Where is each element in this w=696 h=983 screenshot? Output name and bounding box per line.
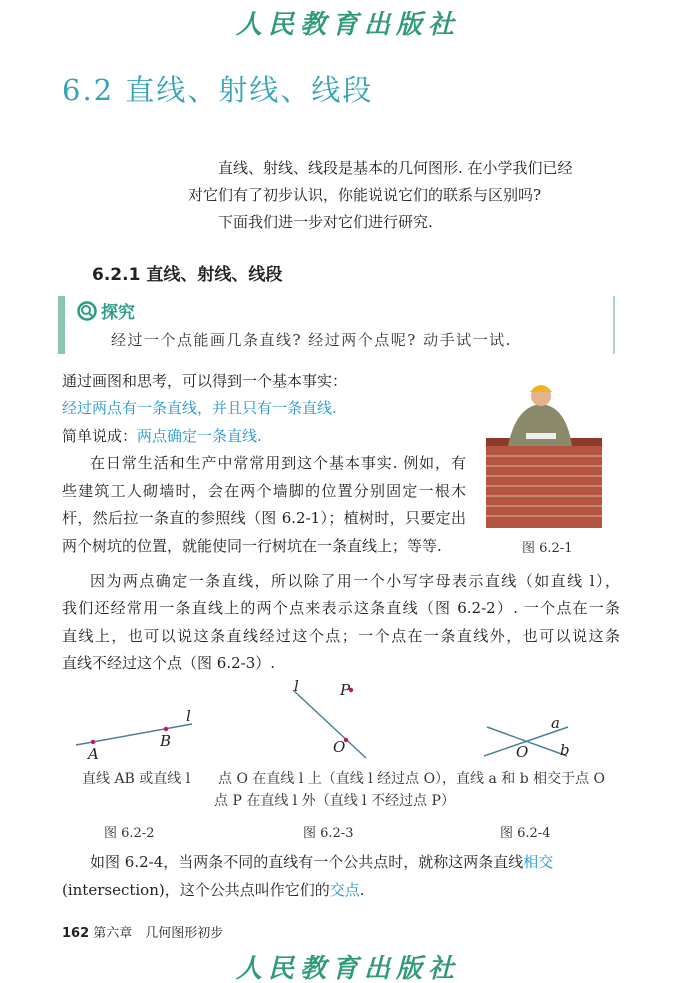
figure-6-2-3 (293, 688, 366, 758)
publisher-logo-bottom: 人民教育出版社 (235, 954, 460, 983)
body-line (90, 852, 553, 872)
body-line: 我们还经常用一条直线上的两个点来表示这条直线（图 6.2-2）. 一个点在一条 (62, 599, 620, 617)
page-number: 162 (62, 926, 90, 941)
text: 简单说成： (62, 427, 138, 445)
basic-fact-short: 两点确定一条直线. (137, 427, 262, 445)
body-line: 直线不经过这个点（图 6.2-3）. (62, 654, 276, 672)
text: (intersection)，这个公共点叫作它们的 (62, 881, 330, 899)
figure-caption: 图 6.2-4 (500, 826, 551, 841)
basic-fact: 经过两点有一条直线，并且只有一条直线. (62, 399, 337, 417)
figure-caption: 图 6.2-2 (104, 826, 155, 841)
point-label: A (88, 745, 99, 763)
body-line: 因为两点确定一条直线，所以除了用一个小写字母表示直线（如直线 l）， (90, 572, 620, 590)
body-line: 些建筑工人砌墙时，会在两个墙脚的位置分别固定一根木 (62, 482, 466, 500)
body-line: 通过画图和思考，可以得到一个基本事实： (62, 372, 348, 390)
figure-caption: 图 6.2-1 (522, 541, 573, 556)
figure-description: 点 O 在直线 l 上（直线 l 经过点 O）， (218, 771, 457, 787)
body-line: 两个树坑的位置，就能使同一行树坑在一条直线上；等等. (62, 537, 442, 555)
intro-line: 对它们有了初步认识，你能说说它们的联系与区别吗? (188, 186, 542, 204)
body-line: 杆，然后拉一条直的参照线（图 6.2-1）；植树时，只要定出 (62, 509, 466, 527)
body-line: 在日常生活和生产中常常用到这个基本事实. 例如，有 (90, 454, 466, 472)
figure-caption: 图 6.2-3 (303, 826, 354, 841)
figure-description: 直线 AB 或直线 l (82, 771, 191, 787)
search-icon (77, 301, 97, 321)
figure-6-2-2 (76, 724, 192, 745)
line-label: b (560, 741, 570, 759)
line-label: l (186, 707, 191, 725)
intro-line: 下面我们进一步对它们进行研究. (218, 213, 433, 231)
term-intersection-point: 交点 (329, 881, 360, 899)
section-title: 6.2 直线、射线、线段 (62, 73, 374, 107)
intro-line: 直线、射线、线段是基本的几何图形. 在小学我们已经 (218, 159, 573, 177)
bricklayer-figure (486, 378, 602, 528)
explore-text: 经过一个点能画几条直线? 经过两个点呢? 动手试一试. (111, 331, 512, 349)
chapter-name: 第六章 几何图形初步 (93, 926, 224, 941)
explore-box (58, 296, 615, 354)
point-label: O (516, 743, 529, 761)
point-label: O (333, 738, 346, 756)
publisher-logo-top: 人民教育出版社 (235, 10, 460, 40)
line-label: a (551, 714, 560, 732)
figure-description: 直线 a 和 b 相交于点 O (456, 771, 606, 787)
figure-description: 点 P 在直线 l 外（直线 l 不经过点 P） (214, 793, 455, 809)
body-line (62, 426, 262, 446)
text: 如图 6.2-4，当两条不同的直线有一个公共点时，就称这两条直线 (90, 853, 524, 871)
text: . (359, 881, 365, 899)
page-footer (62, 924, 223, 944)
body-line (62, 880, 365, 900)
line-label: l (294, 677, 299, 695)
point-label: B (160, 732, 172, 750)
explore-label: 探究 (101, 303, 135, 323)
body-line: 直线上，也可以说这条直线经过这个点；一个点在一条直线外，也可以说这条 (62, 627, 620, 645)
subsection-title: 6.2.1 直线、射线、线段 (92, 265, 283, 285)
point-label: P (340, 681, 351, 699)
term-intersect: 相交 (523, 853, 554, 871)
